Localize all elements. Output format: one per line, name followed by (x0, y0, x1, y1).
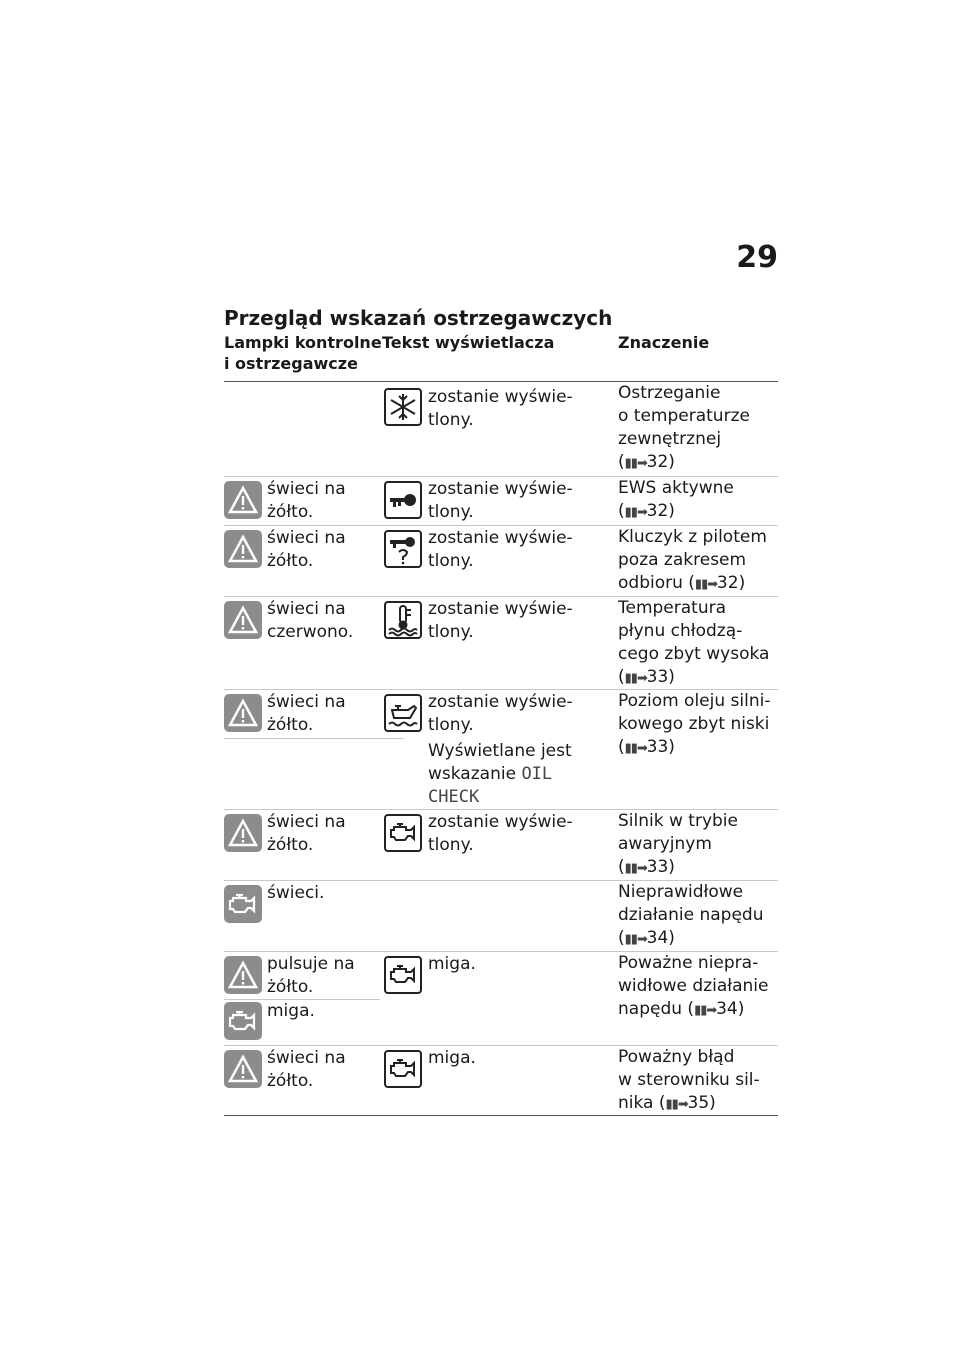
lamp-text-line: świeci. (267, 883, 325, 903)
reference-arrow-icon: ▮▮➡ (624, 456, 647, 471)
reference-page: 32 (646, 452, 669, 472)
meaning-line: nika (618, 1093, 654, 1113)
display-text-secondary (428, 740, 598, 809)
snowflake-icon (384, 388, 422, 426)
display-text-line: tlony. (428, 835, 474, 855)
reference-page: 32 (716, 573, 739, 593)
table-row (224, 881, 778, 952)
meaning-text (618, 690, 778, 760)
display-text-line: zostanie wyświe- (428, 528, 573, 548)
meaning-text (618, 952, 778, 1022)
meaning-line: poza zakresem (618, 550, 747, 570)
display-text-part: wskazanie (428, 764, 517, 784)
meaning-line: zewnętrznej (618, 429, 722, 449)
display-text (428, 478, 598, 524)
display-text-line: tlony. (428, 551, 474, 571)
meaning-line: EWS aktywne (618, 478, 734, 498)
column-header-lamps-line: Lampki kontrolne (224, 333, 382, 352)
meaning-line: Ostrzeganie (618, 383, 721, 403)
display-text-line: zostanie wyświe- (428, 387, 573, 407)
lamp-text-line: czerwono. (267, 622, 354, 642)
display-text-line: tlony. (428, 502, 474, 522)
meaning-text (618, 597, 778, 690)
page-reference[interactable]: (▮▮➡32) (618, 451, 778, 475)
page-reference[interactable]: (▮▮➡33) (618, 856, 778, 880)
lamp-text-line: żółto. (267, 977, 314, 997)
meaning-line: Nieprawidłowe (618, 882, 744, 902)
meaning-line-with-reference[interactable]: odbioru (▮▮➡32) (618, 572, 778, 596)
lamp-text-line: świeci na (267, 479, 346, 499)
meaning-text (618, 526, 778, 596)
meaning-line: kowego zbyt niski (618, 714, 770, 734)
meaning-line: widłowe działanie (618, 976, 769, 996)
lamp-text-line: pulsuje na (267, 954, 355, 974)
meaning-line: Poważny błąd (618, 1047, 735, 1067)
display-text (428, 1047, 598, 1070)
table-row (224, 526, 778, 597)
table-row (224, 690, 778, 810)
meaning-text (618, 810, 778, 880)
table-row (224, 810, 778, 881)
warning-triangle-icon (224, 1050, 262, 1088)
lamp-text (267, 811, 377, 857)
display-text-line: tlony. (428, 715, 474, 735)
lamp-text-secondary (267, 1000, 377, 1023)
display-text-line: miga. (428, 954, 476, 974)
lamp-text (267, 882, 377, 905)
display-text-line: zostanie wyświe- (428, 812, 573, 832)
key-question-icon (384, 530, 422, 568)
warning-triangle-icon (224, 814, 262, 852)
page-reference[interactable]: (▮▮➡34) (618, 927, 778, 951)
meaning-line: awaryjnym (618, 834, 712, 854)
lamp-text-line: żółto. (267, 502, 314, 522)
meaning-line: napędu (618, 999, 683, 1019)
reference-arrow-icon: ▮▮➡ (694, 1003, 717, 1018)
table-row (224, 382, 778, 477)
lamp-text-line: miga. (267, 1001, 315, 1021)
reference-page: 33 (646, 667, 669, 687)
lamp-text-line: żółto. (267, 835, 314, 855)
reference-arrow-icon: ▮▮➡ (624, 861, 647, 876)
page-reference[interactable]: (▮▮➡33) (618, 666, 778, 690)
meaning-line: Temperatura (618, 598, 727, 618)
display-code: OIL (521, 764, 553, 784)
warning-triangle-icon (224, 481, 262, 519)
section-title: Przegląd wskazań ostrzegawczych (224, 306, 613, 330)
reference-arrow-icon: ▮▮➡ (665, 1097, 688, 1112)
reference-arrow-icon: ▮▮➡ (624, 741, 647, 756)
reference-arrow-icon: ▮▮➡ (624, 932, 647, 947)
table-row (224, 477, 778, 526)
display-text (428, 953, 598, 976)
meaning-text (618, 477, 778, 524)
lamp-text (267, 691, 377, 737)
meaning-text (618, 881, 778, 951)
engine-icon (224, 1002, 262, 1040)
reference-arrow-icon: ▮▮➡ (694, 577, 718, 592)
meaning-line: Silnik w trybie (618, 811, 738, 831)
warning-triangle-icon (224, 956, 262, 994)
lamp-text-line: świeci na (267, 812, 346, 832)
meaning-line: Kluczyk z pilotem (618, 527, 767, 547)
warnings-table (224, 381, 778, 1116)
lamp-text (267, 1047, 377, 1093)
display-text-line (428, 763, 598, 786)
reference-page: 33 (646, 857, 669, 877)
meaning-line: odbioru (618, 573, 683, 593)
lamp-text-line: świeci na (267, 692, 346, 712)
meaning-line: Poważne niepra- (618, 953, 759, 973)
display-text (428, 598, 598, 644)
oil-can-icon (384, 694, 422, 732)
warning-triangle-icon (224, 601, 262, 639)
meaning-line-with-reference[interactable]: napędu (▮▮➡34) (618, 998, 778, 1022)
lamp-text (267, 478, 377, 524)
display-text (428, 386, 598, 432)
engine-icon (384, 814, 422, 852)
lamp-text-line: świeci na (267, 528, 346, 548)
reference-page: 34 (646, 928, 669, 948)
meaning-line: działanie napędu (618, 905, 764, 925)
display-text (428, 691, 598, 737)
page-reference[interactable]: (▮▮➡33) (618, 736, 778, 760)
lamp-text-line: żółto. (267, 551, 314, 571)
engine-icon (384, 956, 422, 994)
table-row (224, 952, 778, 1046)
page-number: 29 (736, 240, 778, 275)
lamp-text (267, 598, 377, 644)
lamp-text-line: żółto. (267, 1071, 314, 1091)
engine-icon (224, 885, 262, 923)
display-text-line: zostanie wyświe- (428, 599, 573, 619)
page-reference[interactable]: (▮▮➡32) (618, 500, 778, 524)
meaning-line: płynu chłodzą- (618, 621, 743, 641)
reference-arrow-icon: ▮▮➡ (624, 505, 647, 520)
display-text (428, 527, 598, 573)
meaning-text (618, 382, 778, 475)
display-text-line: tlony. (428, 410, 474, 430)
warning-triangle-icon (224, 694, 262, 732)
column-header-lamps (224, 332, 384, 374)
meaning-line: w sterowniku sil- (618, 1070, 760, 1090)
table-row (224, 1046, 778, 1116)
warning-triangle-icon (224, 530, 262, 568)
meaning-line-with-reference[interactable]: nika (▮▮➡35) (618, 1092, 778, 1116)
meaning-text (618, 1046, 778, 1116)
column-header-lamps-line: i ostrzegawcze (224, 354, 358, 373)
table-row (224, 597, 778, 690)
meaning-line: o temperaturze (618, 406, 750, 426)
display-text-line: zostanie wyświe- (428, 479, 573, 499)
meaning-line: Poziom oleju silni- (618, 691, 771, 711)
key-icon (384, 481, 422, 519)
lamp-text (267, 953, 377, 999)
display-text (428, 811, 598, 857)
reference-arrow-icon: ▮▮➡ (624, 671, 647, 686)
reference-page: 32 (646, 501, 669, 521)
lamp-text-line: żółto. (267, 715, 314, 735)
sub-row-divider (224, 738, 404, 739)
reference-page: 35 (687, 1093, 710, 1113)
display-text-line: tlony. (428, 622, 474, 642)
display-text-line: miga. (428, 1048, 476, 1068)
reference-page: 33 (646, 737, 669, 757)
column-header-meaning: Znaczenie (618, 333, 710, 352)
lamp-text (267, 527, 377, 573)
meaning-line: cego zbyt wysoka (618, 644, 770, 664)
reference-page: 34 (716, 999, 738, 1019)
lamp-text-line: świeci na (267, 599, 346, 619)
display-code: CHECK (428, 787, 480, 807)
lamp-text-line: świeci na (267, 1048, 346, 1068)
column-header-display: Tekst wyświetlacza (382, 333, 555, 352)
display-text-line: zostanie wyświe- (428, 692, 573, 712)
display-text-line: Wyświetlane jest (428, 741, 572, 761)
coolant-temperature-icon (384, 601, 422, 639)
engine-icon (384, 1050, 422, 1088)
